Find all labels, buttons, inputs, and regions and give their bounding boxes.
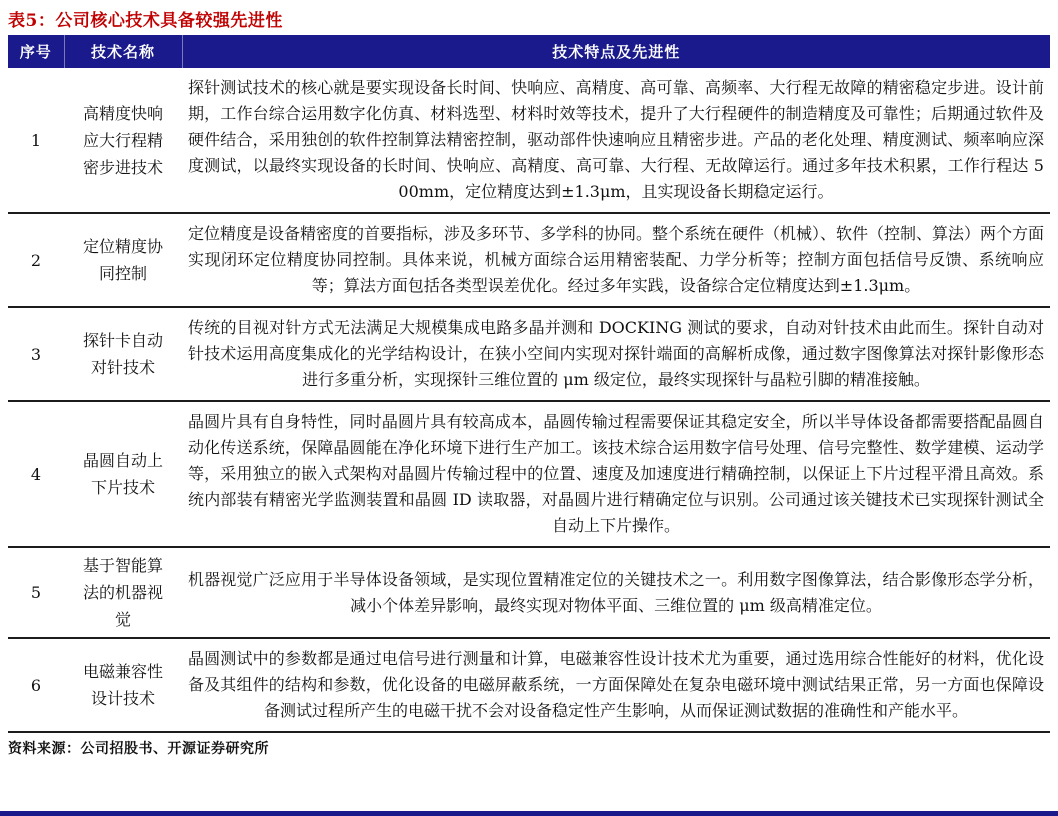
source-note: 资料来源：公司招股书、开源证券研究所 — [8, 741, 269, 757]
row-number: 3 — [8, 307, 64, 401]
tech-description: 晶圆片具有自身特性，同时晶圆片具有较高成本，晶圆传输过程需要保证其稳定安全，所以半导体设备都需要搭配晶圆自动化传送系统，保障晶圆能在净化环境下进行生产加工。该技术综合运用数字信号处理、信号完整性、数学建模、运动学等，采用独立的嵌入式架构对晶圆片传输过程中的位置、速度及加速度进行精确控制，以保证上下片过程平滑且高效。系统内部装有精密光学监测装置和晶圆 ID 读取器，对晶圆片进行精确定位与识别。公司通过该关键技术已实现探针测试全自动上下片操作。 — [182, 401, 1050, 547]
row-number: 4 — [8, 401, 64, 547]
tech-name-text: 电磁兼容性设计技术 — [82, 662, 163, 708]
table-row — [8, 68, 1050, 213]
tech-name-text: 探针卡自动对针技术 — [82, 331, 163, 377]
core-technology-table — [8, 35, 1050, 733]
tech-description: 机器视觉广泛应用于半导体设备领域，是实现位置精准定位的关键技术之一。利用数字图像算法，结合影像形态学分析，减小个体差异影响，最终实现对物体平面、三维位置的 μm 级高精准定位。 — [182, 547, 1050, 638]
table-title: 表5：公司核心技术具备较强先进性 — [8, 11, 283, 31]
row-number: 5 — [8, 547, 64, 638]
tech-name-text: 高精度快响应大行程精密步进技术 — [82, 103, 163, 177]
row-number: 2 — [8, 213, 64, 307]
tech-description: 定位精度是设备精密度的首要指标，涉及多环节、多学科的协同。整个系统在硬件（机械）、软件（控制、算法）两个方面实现闭环定位精度协同控制。具体来说，机械方面综合运用精密装配、力学分析等；控制方面包括信号反馈、系统响应等；算法方面包括各类型误差优化。经过多年实践，设备综合定位精度达到±1.3μm。 — [182, 213, 1050, 307]
tech-name — [64, 213, 182, 307]
tech-name-text: 基于智能算法的机器视觉 — [82, 556, 163, 629]
header-cell-desc: 技术特点及先进性 — [182, 35, 1050, 68]
table-row — [8, 401, 1050, 547]
tech-name — [64, 401, 182, 547]
tech-description: 传统的目视对针方式无法满足大规模集成电路多晶并测和 DOCKING 测试的要求，自动对针技术由此而生。探针自动对针技术运用高度集成化的光学结构设计，在狭小空间内实现对探针端面的高解析成像，通过数字图像算法对探针影像形态进行多重分析，实现探针三维位置的 μm 级定位，最终实现探针与晶粒引脚的精准接触。 — [182, 307, 1050, 401]
bottom-divider-bar — [0, 811, 1058, 816]
tech-description: 探针测试技术的核心就是要实现设备长时间、快响应、高精度、高可靠、高频率、大行程无故障的精密稳定步进。设计前期，工作台综合运用数字化仿真、材料选型、材料时效等技术，提升了大行程硬件的制造精度及可靠性；后期通过软件及硬件结合，采用独创的软件控制算法精密控制，驱动部件快速响应且精密步进。产品的老化处理、精度测试、频率响应深度测试，以最终实现设备的长时间、快响应、高精度、高可靠、大行程、无故障运行。通过多年技术积累，工作行程达 500mm，定位精度达到±1.3μm，且实现设备长期稳定运行。 — [188, 78, 1044, 201]
table-header-row — [8, 35, 1050, 68]
row-number: 1 — [30, 130, 42, 150]
table-row — [8, 307, 1050, 401]
tech-name — [64, 547, 182, 638]
table-row — [8, 638, 1050, 732]
tech-name — [64, 68, 182, 213]
header-cell-no: 序号 — [8, 35, 64, 68]
tech-name-text: 晶圆自动上下片技术 — [82, 451, 163, 497]
tech-name-text: 定位精度协同控制 — [82, 237, 163, 283]
table-row — [8, 213, 1050, 307]
tech-name — [64, 638, 182, 732]
tech-name — [64, 307, 182, 401]
header-cell-name: 技术名称 — [64, 35, 182, 68]
tech-description: 晶圆测试中的参数都是通过电信号进行测量和计算，电磁兼容性设计技术尤为重要，通过选用综合性能好的材料，优化设备及其组件的结构和参数，优化设备的电磁屏蔽系统，一方面保障处在复杂电磁环境中测试结果正常，另一方面也保障设备测试过程所产生的电磁干扰不会对设备稳定性产生影响，从而保证测试数据的准确性和产能水平。 — [182, 638, 1050, 732]
row-number: 6 — [8, 638, 64, 732]
table-row — [8, 547, 1050, 638]
